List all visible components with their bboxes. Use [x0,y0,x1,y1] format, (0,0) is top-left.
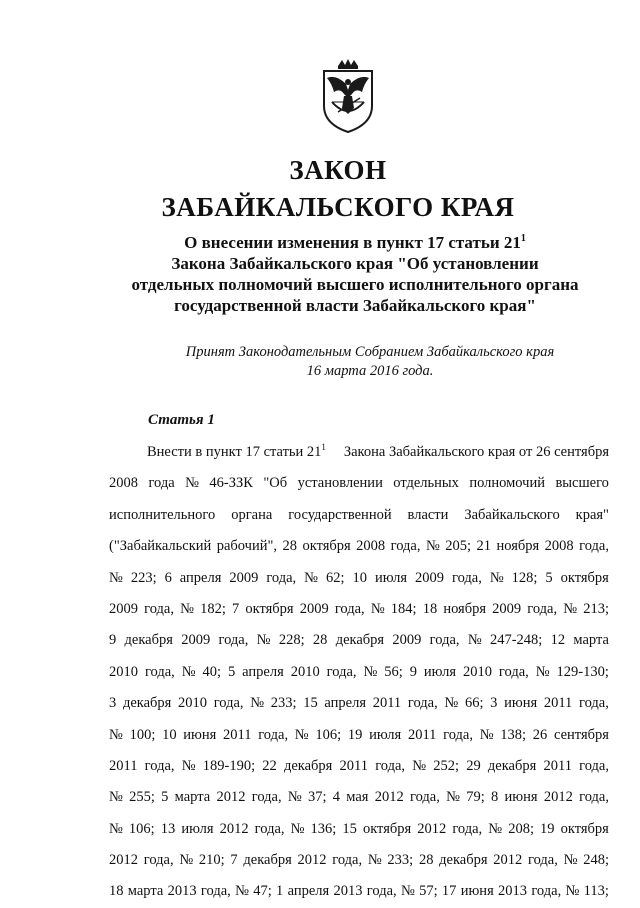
body-word: 2011 [543,695,573,712]
subtitle-line: О внесении изменения в пункт 17 статьи $21^1$ [184,233,526,252]
body-word: № [400,883,415,900]
body-word: № [563,600,578,617]
body-word: 255; [129,789,155,806]
body-word: 21 [476,538,492,555]
body-word: года, [326,663,357,680]
body-word: декабря [124,632,173,649]
body-word: июня [460,883,494,900]
body-line [109,563,609,594]
body-word: года, [213,695,244,712]
body-word: декабря [487,757,537,774]
body-word: октября [560,569,609,586]
body-word: № [181,663,196,680]
body-word: июля [374,569,408,586]
body-word: декабря [335,632,385,649]
body-word: года, [332,852,363,869]
body-word: года, [579,538,609,555]
body-word: апреля [242,663,284,680]
body-word: 3 [109,695,117,712]
body-word: № [565,883,580,900]
body-word: марта [127,883,164,900]
body-word: 129-130; [556,663,609,680]
body-word: года [148,475,175,492]
body-word: года, [143,852,174,869]
body-word: № [181,757,196,774]
body-word: № [290,820,305,837]
body-word: № [287,789,302,806]
body-word: 5 [227,663,236,680]
body-word: 2013 [498,883,528,900]
body-word: 19 [347,726,363,743]
body-word: 40; [202,663,222,680]
subtitle-line: отдельных полномочий высшего исполнительного органа [131,275,579,294]
body-word: 2009 [492,600,522,617]
body-word: 2012 [374,789,404,806]
body-word: 79; [466,789,485,806]
body-word: 210; [198,852,225,869]
body-word: высшего [555,475,609,492]
body-word: 5 [545,569,553,586]
body-word: года, [452,820,483,837]
body-word: № [109,726,123,743]
body-word: 28 [418,852,434,869]
body-word: края" [575,506,609,523]
body-line [109,657,609,688]
article-heading: Статья 1 [148,412,215,428]
body-word: 2012 [297,852,327,869]
body-word: отдельных [393,475,459,492]
body-word: рабочий", [216,538,278,555]
body-word: октября [245,600,294,617]
body-word: № [180,600,194,617]
body-word: 10 [352,569,367,586]
body-word: № [535,663,550,680]
body-word: 19 [540,820,555,837]
adoption-note [150,343,590,381]
body-word: № [250,695,265,712]
body-word: ноября [443,600,487,617]
body-word: 248; [583,852,609,869]
body-line [109,500,609,531]
body-word: 2011 [223,726,252,743]
body-word: 2010 [462,663,492,680]
body-word: 2011 [372,695,402,712]
body-word: 228; [278,632,305,649]
body-word: года, [498,663,529,680]
body-line [109,625,609,656]
body-word: 9 [409,663,417,680]
body-word: марта [174,789,211,806]
body-word: государственной [288,506,392,523]
body-word: 2010 [290,663,320,680]
body-word: 2008 [356,538,386,555]
body-word: декабря [122,695,172,712]
body-word: № [446,789,460,806]
body-word: года, [218,632,249,649]
body-line [109,531,609,562]
body-word: 10 [162,726,177,743]
body-word: 2011 [109,757,138,774]
body-word: года, [366,883,397,900]
body-word: 12 [550,632,566,649]
body-word: года, [144,757,175,774]
body-word: 213; [583,600,609,617]
law-region-title: ЗАБАЙКАЛЬСКОГО КРАЯ [161,192,515,222]
body-word: 3 [490,695,498,712]
body-word: 233; [270,695,297,712]
body-word: 2011 [407,726,437,743]
body-word: года, [579,757,609,774]
body-word: 2009 [181,632,211,649]
body-word: декабря [243,852,292,869]
body-word: 189-190; [202,757,256,774]
body-word: 37; [307,789,327,806]
subtitle-line: Закона Забайкальского края "Об установлении [171,254,539,273]
body-word: 47; [253,883,272,900]
body-word: 2011 [543,757,572,774]
body-word: № [363,663,378,680]
body-word: 2008 [544,538,574,555]
body-word: 28 [312,632,328,649]
body-word: 128; [511,569,538,586]
body-word: 233; [387,852,414,869]
body-word: 62; [325,569,345,586]
body-word: 2010 [178,695,207,712]
law-title: ЗАКОН [289,155,387,185]
body-word: 26 [532,726,548,743]
body-word: № [563,852,578,869]
body-word: 1 [276,883,284,900]
body-word: № [479,726,494,743]
body-word: № [235,883,249,900]
body-word: 182; [200,600,226,617]
body-word: 2013 [333,883,363,900]
body-word: года, [254,820,285,837]
body-word: 57; [419,883,438,900]
body-word: года, [452,569,482,586]
body-word: года, [528,852,558,869]
body-line [109,876,609,907]
body-word: № [256,632,271,649]
body-word: июля [181,820,214,837]
body-line [109,720,609,751]
body-word: установлении [297,475,383,492]
body-word: 2012 [543,789,573,806]
law-subtitle [110,232,600,316]
body-word: № [444,695,459,712]
body-word: № [109,820,123,837]
adoption-line: Принят Законодательным Собранием Забайкальского края [185,344,555,360]
body-word: № [304,569,318,586]
body-word: 208; [508,820,534,837]
body-word: октября [560,820,609,837]
body-word: года, [429,632,460,649]
body-word: 5 [161,789,169,806]
body-word: июня [504,695,538,712]
body-word: 2009 [392,632,422,649]
body-word: 2012 [216,789,246,806]
body-word: декабря [283,757,333,774]
body-line [109,814,609,845]
body-word: 15 [342,820,357,837]
superscript: 1 [520,233,526,244]
subtitle-line: государственной власти Забайкальского края" [174,296,536,315]
body-word: № [488,820,503,837]
body-word: сентября [553,726,609,743]
body-line: Внести в пункт 17 статьи $21^1$ Закона Забайкальского края от 26 сентября [147,442,609,460]
body-word: 252; [433,757,460,774]
body-word: 106; [315,726,342,743]
body-word: 2012 [417,820,447,837]
body-word: ("Забайкальский [109,538,212,555]
body-word: 4 [332,789,341,806]
body-word: 13 [160,820,176,837]
body-word: 247-248; [489,632,543,649]
body-word: исполнительного [109,506,216,523]
body-word: года, [578,695,609,712]
body-word: октября [362,820,412,837]
body-word: 223; [130,569,157,586]
body-word: 2012 [109,852,138,869]
body-line [109,751,609,782]
body-word: года, [144,600,174,617]
body-word: года, [407,695,438,712]
body-line [109,594,609,625]
body-word: власти [407,506,449,523]
body-word: марта [573,632,609,649]
body-word: 138; [500,726,527,743]
body-word: № [467,632,482,649]
body-word: 17 [441,883,457,900]
body-word: 136; [310,820,337,837]
body-word: № [109,569,123,586]
body-word: 2013 [167,883,197,900]
body-lines [109,468,609,907]
body-word: декабря [439,852,488,869]
body-word: 15 [303,695,318,712]
body-word: № [412,757,427,774]
body-word: № [489,569,504,586]
body-word: 2009 [229,569,259,586]
body-word: 100; [129,726,156,743]
body-word: года, [527,600,558,617]
body-word: июня [183,726,217,743]
body-word: апреля [179,569,222,586]
body-word: 6 [164,569,172,586]
body-word: полномочий [469,475,545,492]
body-word: 2012 [219,820,249,837]
body-word: 8 [491,789,499,806]
body-word: года, [144,663,175,680]
body-word: № [294,726,309,743]
body-word: 2009 [299,600,329,617]
body-word: 113; [583,883,609,900]
body-word: года, [375,757,406,774]
body-word: 28 [282,538,297,555]
body-word: № [185,475,199,492]
body-word: года, [266,569,297,586]
body-line [109,845,609,876]
body-word: 2009 [415,569,445,586]
body-word: июня [504,789,538,806]
body-word: № [367,852,382,869]
body-line [109,688,609,719]
body-word: года, [579,789,609,806]
body-word: 2008 [109,475,138,492]
body-word: № [109,789,123,806]
body-word: 66; [464,695,484,712]
body-word: апреля [324,695,367,712]
body-word: года, [200,883,231,900]
coat-of-arms-emblem-icon [318,58,378,134]
body-line [109,468,609,499]
body-word: 205; [445,538,472,555]
body-word: года, [531,883,562,900]
adoption-date: 16 марта 2016 года. [306,363,434,379]
body-word: Забайкальского [464,506,560,523]
body-word: года, [390,538,421,555]
body-word: октября [302,538,351,555]
body-word: 7 [230,852,238,869]
body-word: № [425,538,440,555]
body-word: "Об [263,475,288,492]
article-body [109,437,609,908]
body-word: 2012 [493,852,523,869]
body-word: мая [346,789,369,806]
body-word: года, [258,726,289,743]
body-word: 184; [390,600,417,617]
body-word: ноября [496,538,540,555]
body-word: года, [251,789,282,806]
body-word: № [370,600,385,617]
body-word: 2010 [109,663,138,680]
body-word: года, [443,726,473,743]
body-word: 29 [466,757,481,774]
body-line [109,782,609,813]
body-word: 18 [109,883,124,900]
body-word: 2011 [339,757,368,774]
body-word: 46-ЗЗК [209,475,253,492]
body-word: 7 [231,600,240,617]
body-word: 22 [262,757,277,774]
body-word: июля [423,663,457,680]
body-word: 18 [422,600,438,617]
body-word: № [179,852,194,869]
body-word: апреля [287,883,330,900]
body-word: года, [410,789,440,806]
body-word: органа [231,506,273,523]
body-word: 56; [384,663,403,680]
body-word: июля [369,726,402,743]
body-word: года, [334,600,365,617]
body-word: 106; [128,820,155,837]
body-word: 2009 [109,600,138,617]
body-word: 9 [109,632,117,649]
